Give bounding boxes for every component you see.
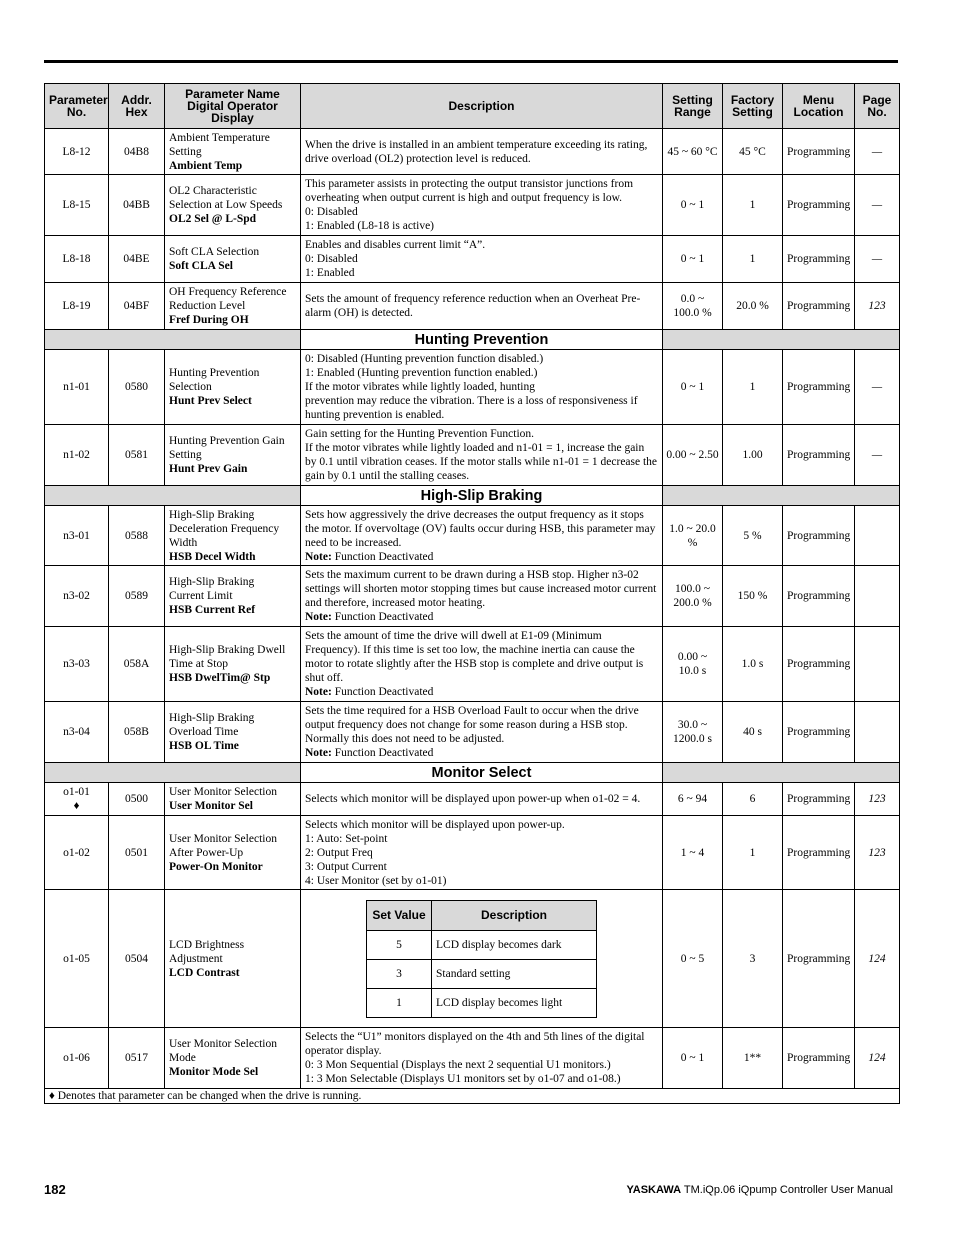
addr-hex: 04BB xyxy=(109,175,165,236)
page-ref: 123 xyxy=(855,283,900,330)
table-row xyxy=(45,283,900,330)
param-number: L8-15 xyxy=(45,175,109,236)
param-name: User Monitor Selection After Power-Up Power-On Monitor xyxy=(165,816,301,890)
set-value: 5 xyxy=(367,930,432,959)
header-param-name: Parameter Name Digital Operator Display xyxy=(165,84,301,129)
page-ref xyxy=(855,627,900,702)
setting-range: 0.00 ~ 10.0 s xyxy=(663,627,723,702)
factory-setting: 1** xyxy=(723,1028,783,1089)
subtable-row xyxy=(367,988,597,1017)
factory-setting: 20.0 % xyxy=(723,283,783,330)
description: 0: Disabled (Hunting prevention function disabled.) 1: Enabled (Hunting prevention function enabled.) If the motor vibrates while lightly loaded, hunting prevention may reduce the vibration. There is a loss of responsiveness if hunting prevention is enabled. xyxy=(301,350,663,425)
set-value: 3 xyxy=(367,959,432,988)
factory-setting: 150 % xyxy=(723,566,783,627)
param-number: n3-01 xyxy=(45,506,109,566)
lcd-contrast-subtable xyxy=(366,900,597,1018)
factory-setting: 1.00 xyxy=(723,425,783,486)
page-ref: — xyxy=(855,350,900,425)
description: Enables and disables current limit “A”. 0: Disabled 1: Enabled xyxy=(301,236,663,283)
table-footnote: ♦ Denotes that parameter can be changed when the drive is running. xyxy=(45,1089,900,1104)
table-row xyxy=(45,175,900,236)
table-row xyxy=(45,506,900,566)
page-ref: 124 xyxy=(855,1028,900,1089)
param-number: n1-02 xyxy=(45,425,109,486)
subtable-header-description: Description xyxy=(432,900,597,930)
param-name: User Monitor Selection Mode Monitor Mode Sel xyxy=(165,1028,301,1089)
setting-range: 6 ~ 94 xyxy=(663,783,723,816)
param-number: o1-01 ♦ xyxy=(45,783,109,816)
header-page-no: Page No. xyxy=(855,84,900,129)
param-number: n3-03 xyxy=(45,627,109,702)
page-ref xyxy=(855,566,900,627)
param-name: High-Slip Braking Overload Time HSB OL Time xyxy=(165,702,301,763)
param-number: n3-02 xyxy=(45,566,109,627)
addr-hex: 04BF xyxy=(109,283,165,330)
run-change-marker-icon: ♦ xyxy=(73,800,80,812)
param-name: Soft CLA Selection Soft CLA Sel xyxy=(165,236,301,283)
description: Sets how aggressively the drive decreases the output frequency as it stops the motor. If overvoltage (OV) faults occur during HSB, this parameter may need to be increased. Note: Function Deactivated xyxy=(301,506,663,566)
param-name: OL2 Characteristic Selection at Low Speeds OL2 Sel @ L-Spd xyxy=(165,175,301,236)
subtable-header-set-value: Set Value xyxy=(367,900,432,930)
table-row xyxy=(45,890,900,1028)
addr-hex: 0581 xyxy=(109,425,165,486)
param-number: o1-05 xyxy=(45,890,109,1028)
factory-setting: 40 s xyxy=(723,702,783,763)
setting-range: 0.0 ~ 100.0 % xyxy=(663,283,723,330)
menu-location: Programming xyxy=(783,702,855,763)
table-footnote-row xyxy=(45,1089,900,1104)
menu-location: Programming xyxy=(783,783,855,816)
menu-location: Programming xyxy=(783,425,855,486)
description: Selects which monitor will be displayed upon power-up when o1-02 = 4. xyxy=(301,783,663,816)
parameter-table xyxy=(44,83,900,1104)
header-factory-setting: Factory Setting xyxy=(723,84,783,129)
description: Sets the time required for a HSB Overload Fault to occur when the drive output frequency does not change for some reason during a HSB stop. Normally this does not need to be adjusted. Note: Function Deactivated xyxy=(301,702,663,763)
menu-location: Programming xyxy=(783,129,855,175)
addr-hex: 04BE xyxy=(109,236,165,283)
factory-setting: 45 °C xyxy=(723,129,783,175)
description xyxy=(301,890,663,1028)
header-description: Description xyxy=(301,84,663,129)
menu-location: Programming xyxy=(783,350,855,425)
param-name: Hunting Prevention Selection Hunt Prev Select xyxy=(165,350,301,425)
param-number: L8-12 xyxy=(45,129,109,175)
setting-range: 45 ~ 60 °C xyxy=(663,129,723,175)
setting-range: 0 ~ 1 xyxy=(663,236,723,283)
table-row xyxy=(45,1028,900,1089)
addr-hex: 0517 xyxy=(109,1028,165,1089)
set-value-description: Standard setting xyxy=(432,959,597,988)
description: This parameter assists in protecting the output transistor junctions from overheating when output current is high and output frequency is low. 0: Disabled 1: Enabled (L8-18 is active) xyxy=(301,175,663,236)
addr-hex: 0580 xyxy=(109,350,165,425)
header-param-no: Parameter No. xyxy=(45,84,109,129)
page-ref: — xyxy=(855,425,900,486)
description: Sets the amount of time the drive will dwell at E1-09 (Minimum Frequency). If this time is set too low, the machine inertia can cause the motor to rotate slightly after the HSB stop is complete and drive output is shut off. Note: Function Deactivated xyxy=(301,627,663,702)
menu-location: Programming xyxy=(783,283,855,330)
table-row xyxy=(45,566,900,627)
menu-location: Programming xyxy=(783,627,855,702)
section-header-hunting xyxy=(45,330,900,350)
param-number: n3-04 xyxy=(45,702,109,763)
setting-range: 1.0 ~ 20.0 % xyxy=(663,506,723,566)
description: Selects the “U1” monitors displayed on the 4th and 5th lines of the digital operator display. 0: 3 Mon Sequential (Displays the next 2 sequential U1 monitors.) 1: 3 Mon Selectable (Displays U1 monitors set by o1-07 and o1-08.) xyxy=(301,1028,663,1089)
subtable-row xyxy=(367,959,597,988)
table-row xyxy=(45,425,900,486)
table-header-row xyxy=(45,84,900,129)
description: Selects which monitor will be displayed upon power-up. 1: Auto: Set-point 2: Output Freq 3: Output Current 4: User Monitor (set by o1-01) xyxy=(301,816,663,890)
menu-location: Programming xyxy=(783,506,855,566)
factory-setting: 1 xyxy=(723,175,783,236)
table-row xyxy=(45,783,900,816)
header-addr-hex: Addr. Hex xyxy=(109,84,165,129)
header-setting-range: Setting Range xyxy=(663,84,723,129)
set-value-description: LCD display becomes dark xyxy=(432,930,597,959)
section-header-hsb xyxy=(45,486,900,506)
description: When the drive is installed in an ambient temperature exceeding its rating, drive overload (OL2) protection level is reduced. xyxy=(301,129,663,175)
section-title: Hunting Prevention xyxy=(301,330,663,350)
param-name: High-Slip Braking Current Limit HSB Current Ref xyxy=(165,566,301,627)
setting-range: 0 ~ 1 xyxy=(663,1028,723,1089)
menu-location: Programming xyxy=(783,816,855,890)
brand-name: YASKAWA xyxy=(626,1184,682,1196)
param-number: n1-01 xyxy=(45,350,109,425)
param-number: L8-19 xyxy=(45,283,109,330)
set-value: 1 xyxy=(367,988,432,1017)
page-ref: 124 xyxy=(855,890,900,1028)
factory-setting: 6 xyxy=(723,783,783,816)
page-ref: — xyxy=(855,129,900,175)
page-ref: 123 xyxy=(855,816,900,890)
factory-setting: 1.0 s xyxy=(723,627,783,702)
table-row xyxy=(45,350,900,425)
table-row xyxy=(45,236,900,283)
param-name: OH Frequency Reference Reduction Level Fref During OH xyxy=(165,283,301,330)
factory-setting: 5 % xyxy=(723,506,783,566)
param-name: User Monitor Selection User Monitor Sel xyxy=(165,783,301,816)
section-title: High-Slip Braking xyxy=(301,486,663,506)
setting-range: 0 ~ 1 xyxy=(663,175,723,236)
factory-setting: 3 xyxy=(723,890,783,1028)
addr-hex: 0589 xyxy=(109,566,165,627)
table-row xyxy=(45,129,900,175)
addr-hex: 058A xyxy=(109,627,165,702)
menu-location: Programming xyxy=(783,236,855,283)
setting-range: 30.0 ~ 1200.0 s xyxy=(663,702,723,763)
top-rule xyxy=(44,60,898,63)
page-ref: — xyxy=(855,236,900,283)
param-number: o1-02 xyxy=(45,816,109,890)
table-row xyxy=(45,627,900,702)
factory-setting: 1 xyxy=(723,816,783,890)
menu-location: Programming xyxy=(783,175,855,236)
table-row xyxy=(45,816,900,890)
description: Sets the amount of frequency reference reduction when an Overheat Pre-alarm (OH) is detected. xyxy=(301,283,663,330)
header-menu-location: Menu Location xyxy=(783,84,855,129)
manual-title xyxy=(626,1184,893,1196)
param-name: Ambient Temperature Setting Ambient Temp xyxy=(165,129,301,175)
setting-range: 1 ~ 4 xyxy=(663,816,723,890)
description: Sets the maximum current to be drawn during a HSB stop. Higher n3-02 settings will shorten motor stopping times but cause increased motor current and therefore, increased motor heating. Note: Function Deactivated xyxy=(301,566,663,627)
page-ref: 123 xyxy=(855,783,900,816)
addr-hex: 0501 xyxy=(109,816,165,890)
factory-setting: 1 xyxy=(723,350,783,425)
manual-title-text: TM.iQp.06 iQpump Controller User Manual xyxy=(683,1184,893,1196)
param-number: o1-06 xyxy=(45,1028,109,1089)
addr-hex: 0500 xyxy=(109,783,165,816)
setting-range: 0.00 ~ 2.50 xyxy=(663,425,723,486)
page-number: 182 xyxy=(44,1182,66,1197)
setting-range: 100.0 ~ 200.0 % xyxy=(663,566,723,627)
section-title: Monitor Select xyxy=(301,763,663,783)
param-name: Hunting Prevention Gain Setting Hunt Prev Gain xyxy=(165,425,301,486)
set-value-description: LCD display becomes light xyxy=(432,988,597,1017)
addr-hex: 0588 xyxy=(109,506,165,566)
menu-location: Programming xyxy=(783,890,855,1028)
param-number: L8-18 xyxy=(45,236,109,283)
menu-location: Programming xyxy=(783,566,855,627)
setting-range: 0 ~ 5 xyxy=(663,890,723,1028)
page-ref: — xyxy=(855,175,900,236)
table-row xyxy=(45,702,900,763)
setting-range: 0 ~ 1 xyxy=(663,350,723,425)
param-name: High-Slip Braking Dwell Time at Stop HSB DwelTim@ Stp xyxy=(165,627,301,702)
factory-setting: 1 xyxy=(723,236,783,283)
addr-hex: 058B xyxy=(109,702,165,763)
page-ref xyxy=(855,506,900,566)
addr-hex: 0504 xyxy=(109,890,165,1028)
param-name: LCD Brightness Adjustment LCD Contrast xyxy=(165,890,301,1028)
param-name: High-Slip Braking Deceleration Frequency Width HSB Decel Width xyxy=(165,506,301,566)
subtable-row xyxy=(367,930,597,959)
description: Gain setting for the Hunting Prevention Function. If the motor vibrates while lightly loaded and n1-01 = 1, increase the gain by 0.1 until vibration ceases. If the motor stalls while n1-01 = 1 decrease the gain by 0.1 until the stalling ceases. xyxy=(301,425,663,486)
section-header-monitor xyxy=(45,763,900,783)
addr-hex: 04B8 xyxy=(109,129,165,175)
page-ref xyxy=(855,702,900,763)
menu-location: Programming xyxy=(783,1028,855,1089)
